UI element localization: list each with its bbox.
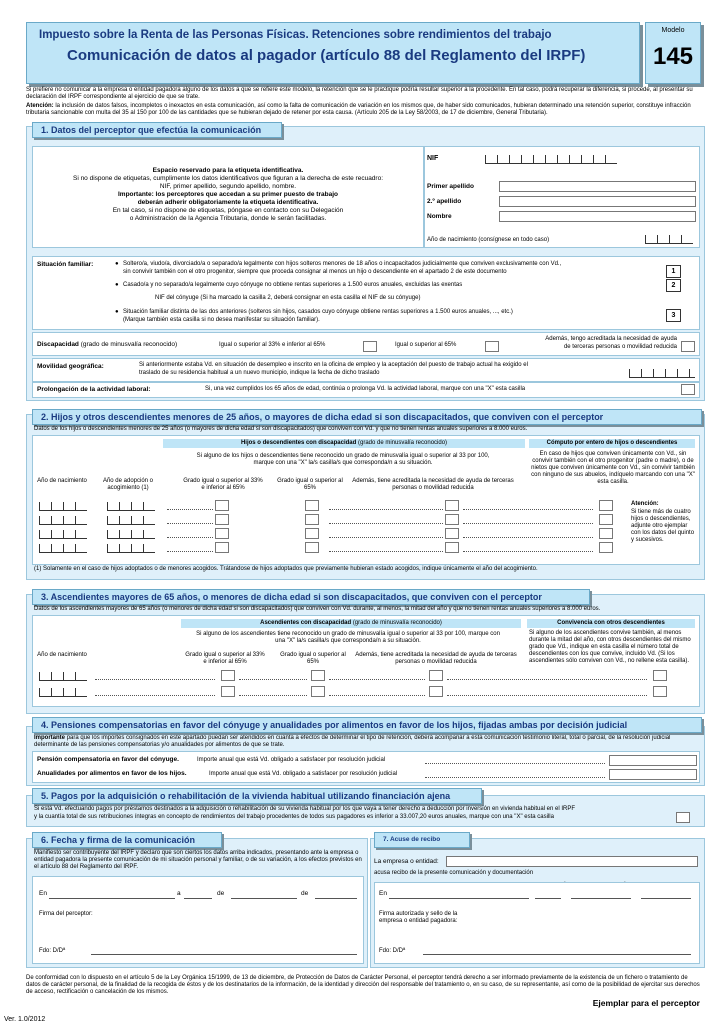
s3-disc-title: Ascendientes con discapacidad bbox=[260, 620, 352, 626]
s7-place-input[interactable] bbox=[389, 897, 529, 899]
section-7-title: 7. Acuse de recibo bbox=[374, 832, 470, 848]
s2-row-65-checkbox[interactable] bbox=[305, 528, 319, 539]
discapacidad-row bbox=[32, 332, 700, 356]
s6-a-label: a bbox=[177, 890, 181, 897]
anualidades-label: Anualidades por alimentos en favor de los hijos. bbox=[37, 770, 187, 777]
s6-day-input[interactable] bbox=[184, 897, 212, 899]
disc-opt2-label: Igual o superior al 65% bbox=[395, 342, 457, 348]
s3-row-ayuda-checkbox[interactable] bbox=[429, 670, 443, 681]
s2-row-adop[interactable] bbox=[107, 530, 155, 539]
anualidades-input[interactable] bbox=[609, 769, 697, 780]
s7-fdo-label: Fdo: D/Dª bbox=[379, 948, 406, 954]
s2-intro: Datos de los hijos o descendientes menores de 25 años (o mayores de dicha edad si son discapacitados) que conviven con Vd. y que no tienen rentas anuales superiores a 8.000 euros. bbox=[34, 426, 528, 432]
s2-row-ano[interactable] bbox=[39, 544, 87, 553]
s2-row-ano[interactable] bbox=[39, 516, 87, 525]
anualidades-dots bbox=[425, 776, 605, 778]
s2-row-sep bbox=[463, 508, 593, 510]
s7-firma-label: Firma autorizada y sello de la empresa o entidad pagadora: bbox=[379, 911, 458, 924]
s3-disc-header-text bbox=[181, 620, 521, 627]
primer-apellido-input[interactable] bbox=[499, 181, 696, 192]
sit3-line-2: (Marque también esta casilla si no desea manifestar su situación familiar). bbox=[123, 317, 320, 323]
section-4-title: 4. Pensiones compensatorias en favor del cónyuge y anualidades por alimentos en favor de los hijos, fijadas ambas por decisión judicial bbox=[32, 717, 702, 733]
s2-row-33-checkbox[interactable] bbox=[215, 514, 229, 525]
s6-sign-box bbox=[32, 876, 364, 964]
s2-row-computo-checkbox[interactable] bbox=[599, 542, 613, 553]
movilidad-line-1: Si anteriormente estaba Vd. en situación de desempleo e inscrito en la oficina de empleo y la aceptación del puesto de trabajo actual ha exigido el bbox=[139, 362, 528, 368]
section-6-title: 6. Fecha y firma de la comunicación bbox=[32, 832, 222, 848]
nacimiento-label: Año de nacimiento (consígnese en todo caso) bbox=[427, 237, 550, 243]
nif-label: NIF bbox=[427, 155, 439, 162]
intro-atencion bbox=[26, 103, 706, 117]
section-5-title: 5. Pagos por la adquisición o rehabilitación de la vivienda habitual utilizando financiación ajena bbox=[32, 788, 482, 804]
s2-row-ayuda-checkbox[interactable] bbox=[445, 514, 459, 525]
s6-month-input[interactable] bbox=[231, 897, 297, 899]
s7-sign-box bbox=[374, 882, 700, 964]
s7-year-input[interactable] bbox=[641, 897, 691, 899]
s2-row-33-checkbox[interactable] bbox=[215, 542, 229, 553]
s2-table bbox=[32, 435, 700, 565]
s2-row-ayuda-checkbox[interactable] bbox=[445, 528, 459, 539]
s2-col-adop-text: Año de adopción o acogimiento bbox=[102, 478, 154, 491]
pension-input[interactable] bbox=[609, 755, 697, 766]
s3-row-33-checkbox[interactable] bbox=[221, 670, 235, 681]
s3-disc-sub: (grado de minusvalía reconocido) bbox=[352, 620, 442, 626]
section-3-title: 3. Ascendientes mayores de 65 años, o menores de dicha edad si son discapacitados, que conviven con el perceptor bbox=[32, 589, 590, 605]
disc-ayuda-checkbox[interactable] bbox=[681, 341, 695, 352]
s2-disc-sub: (grado de minusvalía reconocido) bbox=[357, 440, 448, 446]
s3-row-ayuda-checkbox[interactable] bbox=[429, 686, 443, 697]
s3-row-33-checkbox[interactable] bbox=[221, 686, 235, 697]
label-area bbox=[32, 146, 424, 248]
situacion-label: Situación familiar: bbox=[37, 261, 94, 268]
s2-row-computo-checkbox[interactable] bbox=[599, 500, 613, 511]
sit1-line-1: Soltero/a, viudo/a, divorciado/a o separado/a legalmente con hijos solteros menores de 18 años o incapacitados judicialmente que conviven exclusivamente con Vd., bbox=[123, 261, 562, 267]
sit-box-2[interactable]: 2 bbox=[666, 279, 681, 292]
s2-col-adop bbox=[93, 478, 163, 492]
disc-opt3-line-1: Además, tengo acreditada la necesidad de ayuda bbox=[545, 336, 677, 342]
s3-row-sep bbox=[239, 694, 307, 696]
movilidad-row bbox=[32, 358, 700, 382]
nombre-label: Nombre bbox=[427, 213, 452, 220]
s2-disc-header-text bbox=[163, 440, 525, 447]
discapacidad-title: Discapacidad bbox=[37, 341, 79, 348]
s2-atencion-label: Atención: bbox=[631, 501, 659, 507]
ejemplar-label: Ejemplar para el perceptor bbox=[592, 998, 700, 1008]
s6-year-input[interactable] bbox=[315, 897, 357, 899]
s6-en-label: En bbox=[39, 890, 47, 897]
s2-row-sep bbox=[463, 550, 593, 552]
s2-row-65-checkbox[interactable] bbox=[305, 514, 319, 525]
disc-33-checkbox[interactable] bbox=[363, 341, 377, 352]
form-title: Impuesto sobre la Renta de las Personas Físicas. Retenciones sobre rendimientos del trabajo bbox=[39, 29, 552, 41]
segundo-apellido-input[interactable] bbox=[499, 196, 696, 207]
label-line-3: NIF, primer apellido, segundo apellido, nombre. bbox=[159, 183, 297, 190]
s2-footnote-num: (1) bbox=[34, 566, 42, 572]
s2-row-sep bbox=[329, 508, 443, 510]
s5-text-1: Si está Vd. efectuando pagos por préstamos destinados a la adquisición o rehabilitación de su vivienda habitual por los que vaya a tener derecho a deducción por inversión en vivienda habitual en el IRPF bbox=[34, 806, 576, 812]
s2-row-sep bbox=[167, 536, 213, 538]
pension-dots bbox=[425, 762, 605, 764]
s7-month-input[interactable] bbox=[571, 897, 631, 899]
s6-de1-label: de bbox=[217, 890, 225, 897]
s7-empresa-label: La empresa o entidad: bbox=[374, 858, 439, 865]
s7-acusa-text: acusa recibo de la presente comunicación y documentación bbox=[374, 870, 534, 876]
nombre-input[interactable] bbox=[499, 211, 696, 222]
label-line-2: Si no dispone de etiquetas, cumplimente los datos identificativos que figuran a la derecha de este recuadro: bbox=[72, 175, 384, 182]
s3-row-sep bbox=[329, 694, 425, 696]
s2-col-ano: Año de nacimiento bbox=[37, 478, 87, 484]
sit-box-3[interactable]: 3 bbox=[666, 309, 681, 322]
s3-row-ano[interactable] bbox=[39, 688, 87, 697]
s6-fdo-label: Fdo: D/Dª bbox=[39, 948, 66, 954]
s2-row-65-checkbox[interactable] bbox=[305, 500, 319, 511]
s3-col-65: Grado igual o superior al 65% bbox=[280, 652, 346, 665]
s2-computo-title: Cómputo por entero de hijos o descendientes bbox=[546, 440, 678, 446]
s3-col-33: Grado igual o superior al 33% e inferior al 65% bbox=[185, 652, 265, 665]
s7-day-input[interactable] bbox=[535, 897, 561, 899]
s7-empresa-input[interactable] bbox=[446, 856, 698, 867]
s4-importante-text: para que los importes consignados en este apartado puedan ser atendidos en cuanta a efectos de determinar el tipo de retención, deberá acompañar a esta comunicación testimonio literal, total o parcial, de la resolución judicial determinante de las pensiones compensatorias y/o anualidades por alimentos de que se trate. bbox=[34, 735, 671, 748]
s2-row-sep bbox=[463, 522, 593, 524]
s2-row-ayuda-checkbox[interactable] bbox=[445, 500, 459, 511]
s6-de2-label: de bbox=[301, 890, 309, 897]
intro-text: Si prefiere no comunicar a la empresa o entidad pagadora alguno de los datos a que se refiere este modelo, la retención que se le practique podría resultar superior a la procedente. En tal caso, podrá recuperar la diferencia, si procede, al presentar su declaración del IRPF correspondiente al ejercicio de que se trate. bbox=[26, 87, 693, 100]
label-line-1: Espacio reservado para la etiqueta identificativa. bbox=[152, 167, 304, 174]
s2-row-sep bbox=[167, 550, 213, 552]
atencion-label: Atención: bbox=[26, 103, 54, 109]
bullet: ● bbox=[115, 309, 119, 315]
prolongacion-label: Prolongación de la actividad laboral: bbox=[37, 386, 151, 393]
s6-place-input[interactable] bbox=[49, 897, 175, 899]
s7-en-label: En bbox=[379, 890, 387, 897]
atencion-text: la inclusión de datos falsos, incompletos o inexactos en esta comunicación, así como la falta de comunicación de variación en los mismos que, de haber sido comunicados, hubieran determinado una retención superior, constituye infracción tributaria sancionable con multa del 35 al 150 por 100 de las cantidades que se hubieran dejado de retener por esta causa. (Artículo 205 de la Ley 58/2003, de 17 de diciembre, General Tributaria). bbox=[26, 103, 691, 116]
s4-importante bbox=[34, 735, 696, 749]
footer-legal: De conformidad con lo dispuesto en el artículo 5 de la Ley Orgánica 15/1999, de 13 de diciembre, de Protección de Datos de Carácter Personal, el perceptor tendrá derecho a ser informado previamente de la existencia de un fichero o tratamiento de datos de carácter personal, de la finalidad de la recogida de éstos y de los destinatarios de la información, de la identidad y dirección del responsable del tratamiento o, en su caso, de su representante, así como de la posibilidad de ejercitar sus derechos de acceso, rectificación o cancelación de los mismos. bbox=[26, 975, 700, 995]
modelo-box bbox=[645, 22, 701, 84]
nif-input[interactable] bbox=[485, 155, 617, 164]
bullet: ● bbox=[115, 261, 119, 267]
label-line-7: o Administración de la Agencia Tributaria, donde le serán facilitadas. bbox=[129, 215, 327, 222]
disc-opt1-label: Igual o superior al 33% e inferior al 65% bbox=[219, 342, 326, 348]
sit3-line-1: Situación familiar distinta de las dos anteriores (solteros sin hijos, casados cuyo cónyuge obtiene rentas superiores a 1.500 euros anuales, ..., etc.) bbox=[123, 309, 513, 315]
s2-col-adop-sup: (1) bbox=[141, 485, 149, 491]
s3-row-65-checkbox[interactable] bbox=[311, 686, 325, 697]
modelo-label: Modelo bbox=[661, 27, 685, 34]
sit-box-1[interactable]: 1 bbox=[666, 265, 681, 278]
s2-footnote bbox=[34, 566, 694, 573]
s2-row-ano[interactable] bbox=[39, 502, 87, 511]
s4-importante-label: Importante bbox=[34, 735, 66, 741]
s3-conv-title: Convivencia con otros descendientes bbox=[557, 620, 665, 626]
s3-row-conv-field[interactable] bbox=[653, 670, 667, 681]
identity-area bbox=[424, 146, 700, 248]
s2-row-adop[interactable] bbox=[107, 544, 155, 553]
s2-row-sep bbox=[167, 522, 213, 524]
s2-row-sep bbox=[329, 550, 443, 552]
movilidad-label: Movilidad geográfica: bbox=[37, 363, 104, 370]
section-2-title: 2. Hijos y otros descendientes menores de 25 años, o mayores de dicha edad si son discapacitados, que conviven con el perceptor bbox=[32, 409, 702, 425]
s2-row-65-checkbox[interactable] bbox=[305, 542, 319, 553]
s5-text-2: y la cuantía total de sus retribuciones íntegras en concepto de rendimientos del trabajo procedentes de todos sus pagadores es inferior a 33.007,20 euros anuales, marque con una "X" esta casilla bbox=[34, 814, 554, 820]
anualidades-text: Importe anual que está Vd. obligado a satisfacer por resolución judicial bbox=[209, 771, 398, 777]
segundo-apellido-label: 2.º apellido bbox=[427, 198, 462, 205]
s3-row-sep bbox=[447, 694, 647, 696]
s2-col-33: Grado igual o superior al 33% e inferior al 65% bbox=[183, 478, 263, 491]
section-1-title: 1. Datos del perceptor que efectúa la comunicación bbox=[32, 122, 282, 138]
s2-row-adop[interactable] bbox=[107, 502, 155, 511]
pension-text: Importe anual que está Vd. obligado a satisfacer por resolución judicial bbox=[197, 757, 386, 763]
modelo-number: 145 bbox=[652, 43, 694, 70]
s3-row-sep bbox=[95, 678, 215, 680]
s2-col-ayuda: Además, tiene acreditada la necesidad de ayuda de terceras personas o movilidad reducida bbox=[352, 478, 514, 491]
header-banner bbox=[26, 22, 640, 84]
s2-row-adop[interactable] bbox=[107, 516, 155, 525]
s2-col-65: Grado igual o superior al 65% bbox=[277, 478, 343, 491]
nif-conyuge-label: NIF del cónyuge (Si ha marcado la casilla 2, deberá consignar en esta casilla el NIF de su cónyuge) bbox=[155, 295, 421, 301]
label-line-5: deberán adherir obligatoriamente la etiqueta identificativa. bbox=[137, 199, 319, 206]
s3-row-sep bbox=[447, 678, 647, 680]
prolongacion-row bbox=[32, 382, 700, 398]
label-line-4: Importante: los perceptores que accedan a su primer puesto de trabajo bbox=[118, 191, 338, 198]
form-subtitle: Comunicación de datos al pagador (artículo 88 del Reglamento del IRPF) bbox=[67, 47, 586, 64]
s3-row-conv-field[interactable] bbox=[653, 686, 667, 697]
s2-row-computo-checkbox[interactable] bbox=[599, 514, 613, 525]
s2-row-33-checkbox[interactable] bbox=[215, 500, 229, 511]
s3-row-sep bbox=[239, 678, 307, 680]
s2-row-sep bbox=[329, 522, 443, 524]
s2-disc-title: Hijos o descendientes con discapacidad bbox=[240, 440, 357, 446]
s4-box bbox=[32, 751, 700, 783]
s2-row-ano[interactable] bbox=[39, 530, 87, 539]
sit1-line-2: sin convivir también con el otro progenitor, siempre que proceda consignar al menos un hijo o descendiente en el apartado 2 de este documento bbox=[123, 269, 507, 275]
s3-col-ano: Año de nacimiento bbox=[37, 652, 87, 658]
s2-row-ayuda-checkbox[interactable] bbox=[445, 542, 459, 553]
prolongacion-checkbox[interactable] bbox=[681, 384, 695, 395]
s2-row-computo-checkbox[interactable] bbox=[599, 528, 613, 539]
primer-apellido-label: Primer apellido bbox=[427, 183, 474, 190]
bullet: ● bbox=[115, 282, 119, 288]
movilidad-line-2: traslado de su residencia habitual a un nuevo municipio, indique la fecha de dicho traslado bbox=[139, 370, 380, 376]
s3-row-sep bbox=[329, 678, 425, 680]
situacion-familiar-box bbox=[32, 256, 700, 330]
s2-row-sep bbox=[463, 536, 593, 538]
discapacidad-sub: (grado de minusvalía reconocido) bbox=[80, 341, 178, 348]
version-label: Ver. 1.0/2012 bbox=[4, 1016, 46, 1023]
s3-row-ano[interactable] bbox=[39, 672, 87, 681]
movilidad-fecha-input[interactable] bbox=[629, 369, 695, 378]
s2-computo-note: En caso de hijos que conviven únicamente con Vd., sin convivir también con el otro progenitor (padre o madre), o de nietos que conviven únicamente con Vd., sin convivir también con ninguno de sus abuelos, indíquelo marcando con una "X" esta casilla. bbox=[531, 451, 695, 485]
s2-row-sep bbox=[329, 536, 443, 538]
disc-65-checkbox[interactable] bbox=[485, 341, 499, 352]
s3-table bbox=[32, 615, 700, 707]
pension-label: Pensión compensatoria en favor del cónyuge. bbox=[37, 756, 179, 763]
s3-row-sep bbox=[95, 694, 215, 696]
s2-atencion-text: Si tiene más de cuatro hijos o descendientes, adjunte otro ejemplar con los datos del quinto y sucesivos. bbox=[631, 509, 695, 543]
s5-checkbox[interactable] bbox=[676, 812, 690, 823]
s3-row-65-checkbox[interactable] bbox=[311, 670, 325, 681]
s2-row-33-checkbox[interactable] bbox=[215, 528, 229, 539]
s7-fdo-input[interactable] bbox=[423, 953, 691, 955]
s3-intro: Datos de los ascendientes mayores de 65 años (o menores de dicha edad si son discapacitados) que conviven con Vd. durante, al menos, la mitad del año y que no tienen rentas anuales superiores a 8.000 euros. bbox=[34, 606, 601, 612]
label-line-6: En tal caso, si no dispone de etiquetas, póngase en contacto con su Delegación bbox=[112, 207, 344, 214]
s2-row-sep bbox=[167, 508, 213, 510]
nacimiento-input[interactable] bbox=[645, 235, 693, 244]
disc-opt3-line-2: de terceras personas o movilidad reducida bbox=[563, 344, 677, 350]
sit2-text: Casado/a y no separado/a legalmente cuyo cónyuge no obtiene rentas superiores a 1.500 euros anuales, excluidas las exentas bbox=[123, 282, 463, 288]
prolongacion-text: Si, una vez cumplidos los 65 años de edad, continúa o prolonga Vd. la actividad laboral, marque con una "X" esta casilla bbox=[205, 386, 526, 392]
s3-conv-note: Si alguno de los ascendientes convive también, al menos durante la mitad del año, con otros descendientes del mismo grado que Vd., indique en esta casilla el número total de descendientes con los que convive, incluido Vd. (Si los ascendientes sólo conviven con Vd., no rellene esta casilla). bbox=[529, 630, 691, 664]
discapacidad-label bbox=[37, 341, 177, 349]
s2-footnote-text: Solamente en el caso de hijos adoptados o de menores acogidos. Trátandose de hijos adoptados que previamente hubieran estado acogidos, indique únicamente el año del acogimiento. bbox=[43, 566, 538, 572]
s3-disc-note: Si alguno de los ascendientes tiene reconocido un grado de minusvalía igual o superior al 33 por 100, marque con una "X" la/s casilla/s que corresponda/n a su situación. bbox=[196, 631, 500, 644]
s6-text: Manifiesto ser contribuyente del IRPF y declaro que son ciertos los datos arriba indicados, presentando ante la empresa o entidad pagadora la presente comunicación de mi situación personal y familiar, o de su variación, a los efectos previstos en el artículo 88 del Reglamento del IRPF. bbox=[34, 850, 362, 870]
s6-fdo-input[interactable] bbox=[91, 953, 357, 955]
s2-disc-note: Si alguno de los hijos o descendientes tiene reconocido un grado de minusvalía igual o superior al 33 por 100, marque con una "X" la/s casilla/s que corresponda/n a su situación. bbox=[196, 453, 490, 466]
s6-firma-label: Firma del perceptor: bbox=[39, 911, 93, 917]
s3-col-ayuda: Además, tiene acreditada la necesidad de ayuda de terceras personas o movilidad reducida bbox=[355, 652, 517, 665]
